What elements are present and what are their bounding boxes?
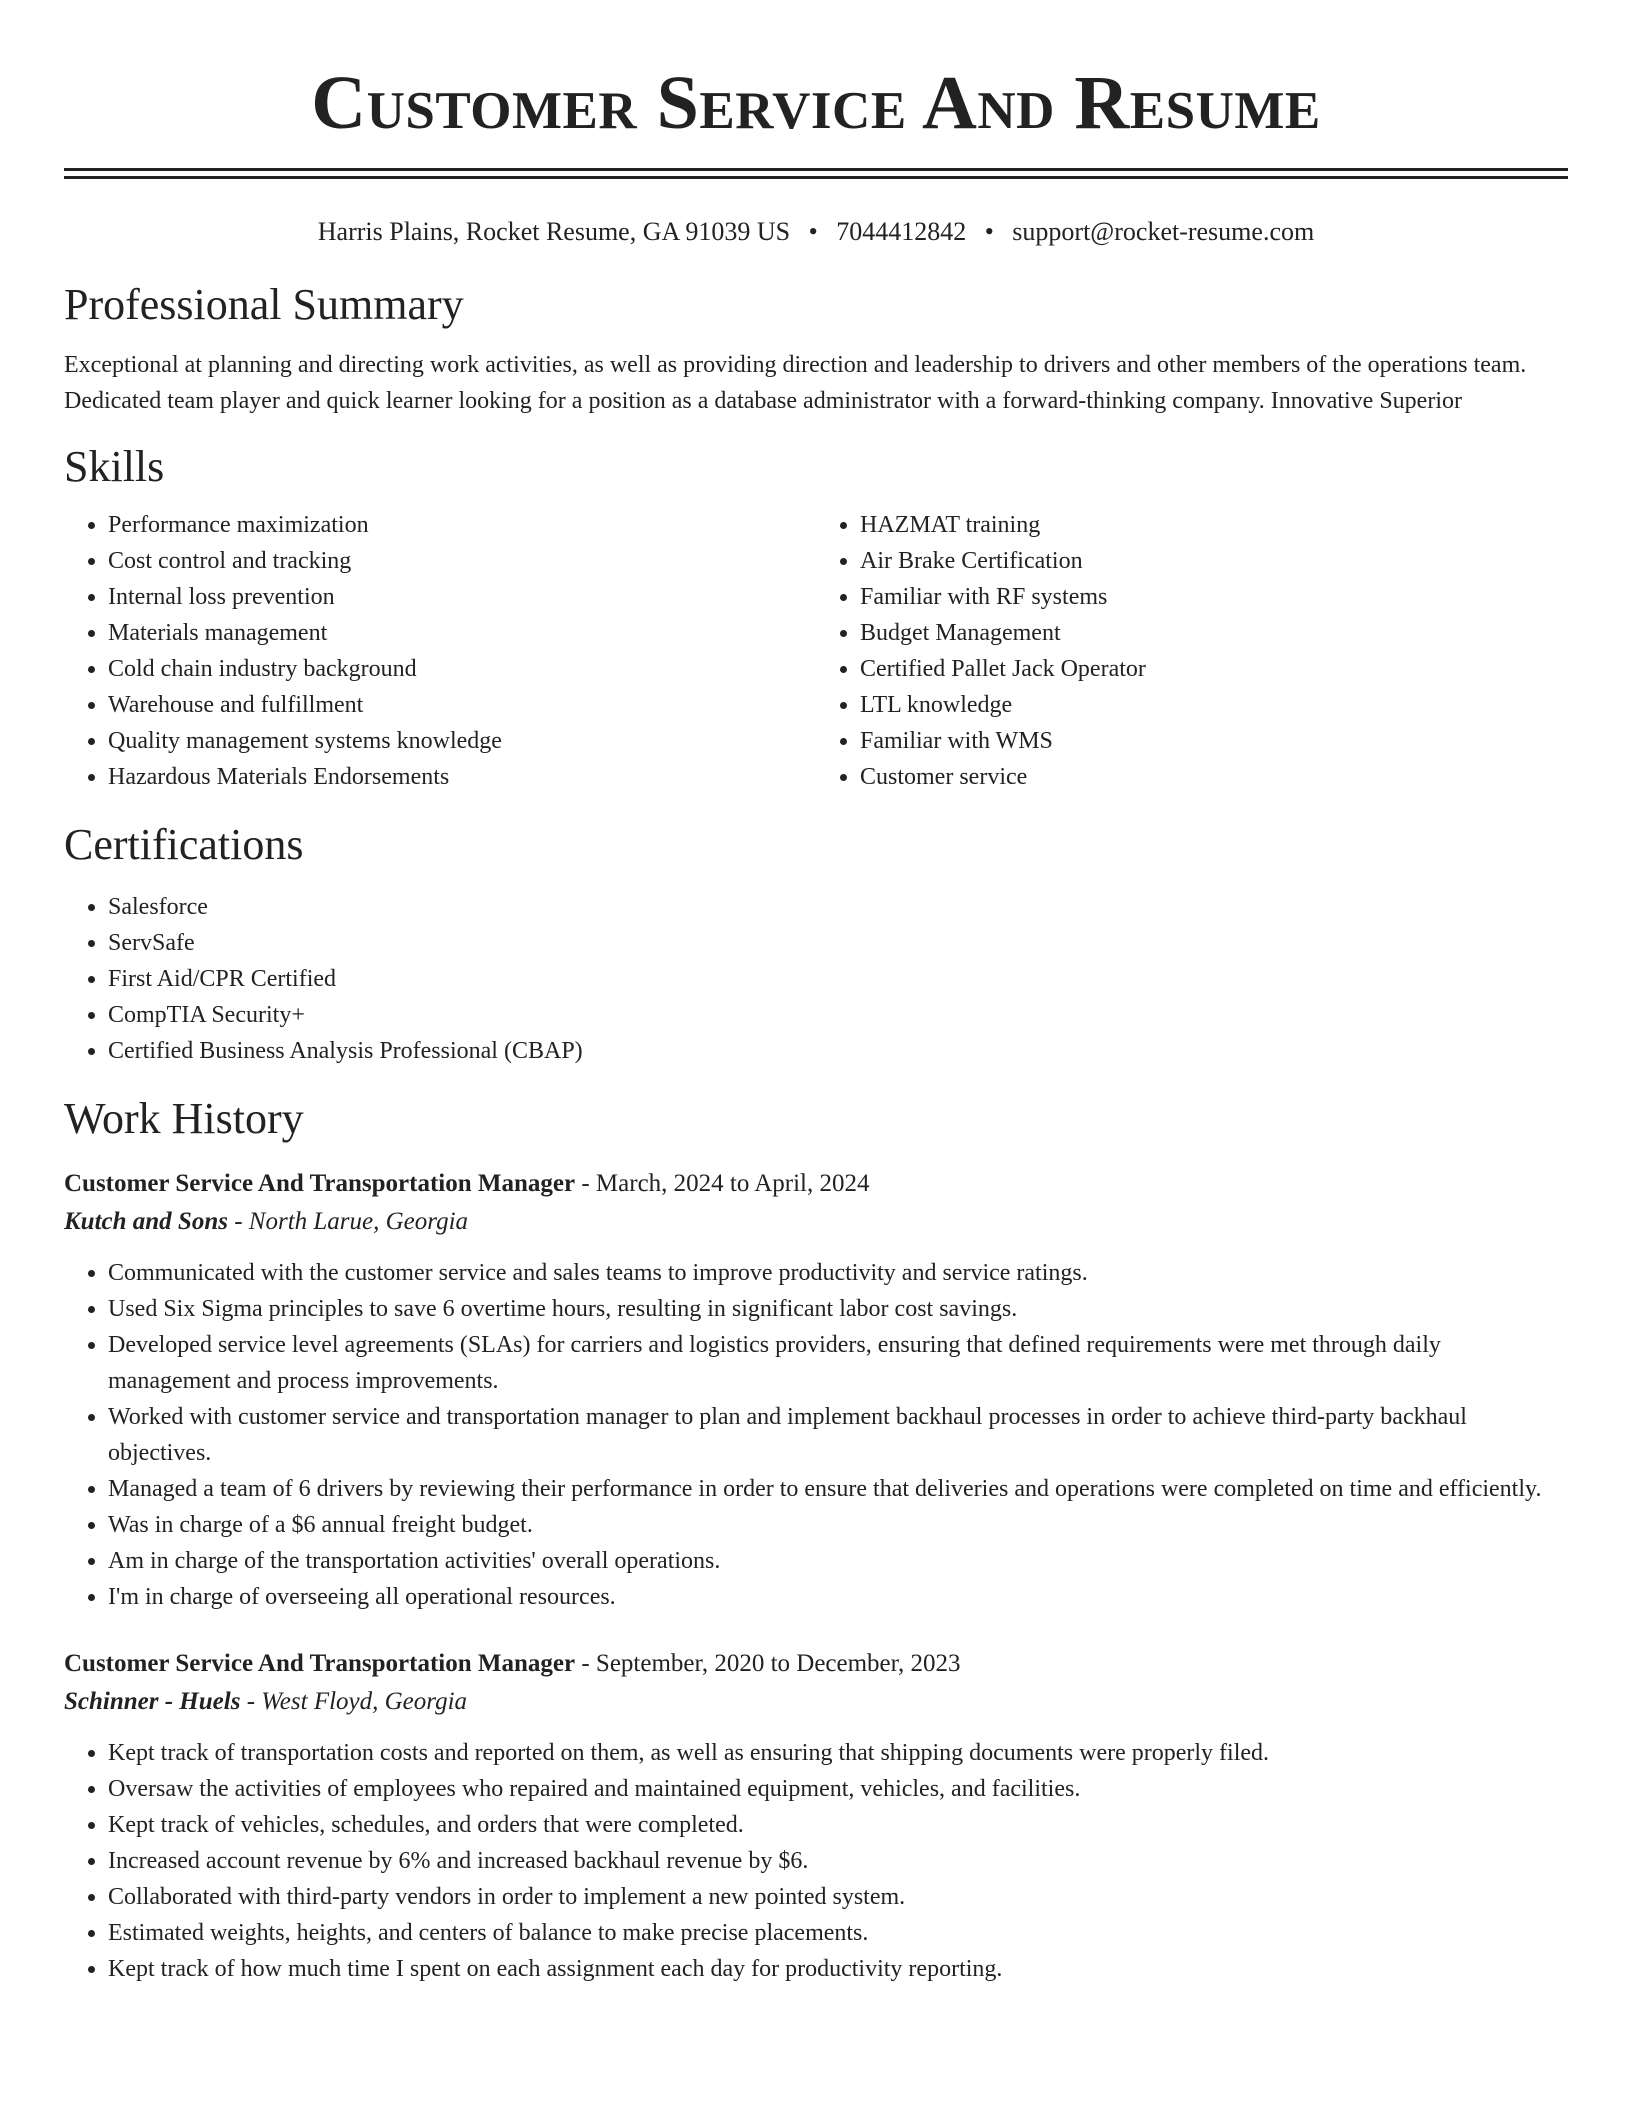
job-company-line	[64, 1683, 1568, 1721]
job-duty-item: • Estimated weights, heights, and centers of balance to make precise placements.	[108, 1915, 1568, 1951]
job-duties-list	[64, 1255, 1568, 1615]
skill-item: • Certified Pallet Jack Operator	[860, 651, 1568, 687]
skill-item: • Hazardous Materials Endorsements	[108, 759, 816, 795]
skill-item: • Quality management systems knowledge	[108, 723, 816, 759]
job-dates: - September, 2020 to December, 2023	[575, 1650, 961, 1677]
work-history-heading: Work History	[64, 1094, 304, 1143]
job-duties-list	[64, 1735, 1568, 1987]
contact-separator: •	[984, 217, 994, 246]
job-duty-item: • I'm in charge of overseeing all operational resources.	[108, 1579, 1568, 1615]
job-title-line	[64, 1165, 1568, 1203]
certifications-list	[64, 889, 1568, 1069]
contact-email: support@rocket-resume.com	[1012, 217, 1315, 246]
resume-name: Customer Service And Resume	[311, 61, 1321, 145]
job-duty-item: • Worked with customer service and transportation manager to plan and implement backhaul processes in order to achieve third-party backhaul objectives.	[108, 1399, 1568, 1471]
skills-list-right	[816, 507, 1568, 795]
job-location: - North Larue, Georgia	[227, 1208, 469, 1235]
skill-item: • Air Brake Certification	[860, 543, 1568, 579]
skill-item: • Materials management	[108, 615, 816, 651]
skill-item: • Internal loss prevention	[108, 579, 816, 615]
job-duty-item: • Developed service level agreements (SLAs) for carriers and logistics providers, ensuring that defined requirements were met through daily management and process improvements.	[108, 1327, 1568, 1399]
skills-list-left	[64, 507, 816, 795]
certification-item: • CompTIA Security+	[108, 997, 1568, 1033]
job-location: - West Floyd, Georgia	[240, 1688, 468, 1715]
job-duty-item: • Kept track of vehicles, schedules, and orders that were completed.	[108, 1807, 1568, 1843]
certification-item: • ServSafe	[108, 925, 1568, 961]
contact-address: Harris Plains, Rocket Resume, GA 91039 US	[317, 217, 791, 246]
job-dates: - March, 2024 to April, 2024	[575, 1170, 870, 1197]
certification-item: • Certified Business Analysis Professional (CBAP)	[108, 1033, 1568, 1069]
job-duty-item: • Kept track of how much time I spent on each assignment each day for productivity reporting.	[108, 1951, 1568, 1987]
skill-item: • Performance maximization	[108, 507, 816, 543]
job-title-line	[64, 1645, 1568, 1683]
contact-line	[64, 215, 1568, 249]
job-duty-item: • Kept track of transportation costs and reported on them, as well as ensuring that shipping documents were properly filed.	[108, 1735, 1568, 1771]
title-divider	[64, 168, 1568, 179]
contact-separator: •	[808, 217, 818, 246]
contact-phone: 7044412842	[836, 217, 967, 246]
job-company: Kutch and Sons	[64, 1208, 228, 1235]
skill-item: • Cold chain industry background	[108, 651, 816, 687]
summary-text: Exceptional at planning and directing work activities, as well as providing direction and leadership to drivers and other members of the operations team. Dedicated team player and quick learner looking for a position as a database administrator with a forward-thinking company. Innovative Superior	[64, 352, 1527, 414]
job-duty-item: • Used Six Sigma principles to save 6 overtime hours, resulting in significant labor cost savings.	[108, 1291, 1568, 1327]
skill-item: • Familiar with RF systems	[860, 579, 1568, 615]
job-company: Schinner - Huels	[64, 1688, 241, 1715]
skill-item: • HAZMAT training	[860, 507, 1568, 543]
skill-item: • Familiar with WMS	[860, 723, 1568, 759]
certification-item: • First Aid/CPR Certified	[108, 961, 1568, 997]
summary-heading: Professional Summary	[64, 280, 464, 329]
skills-heading: Skills	[64, 442, 165, 491]
job-duty-item: • Managed a team of 6 drivers by reviewing their performance in order to ensure that deliveries and operations were completed on time and efficiently.	[108, 1471, 1568, 1507]
skill-item: • Budget Management	[860, 615, 1568, 651]
job-title: Customer Service And Transportation Manager	[64, 1650, 576, 1677]
skill-item: • Warehouse and fulfillment	[108, 687, 816, 723]
job-company-line	[64, 1203, 1568, 1241]
certifications-heading: Certifications	[64, 820, 304, 869]
job-duty-item: • Communicated with the customer service and sales teams to improve productivity and service ratings.	[108, 1255, 1568, 1291]
skill-item: • Cost control and tracking	[108, 543, 816, 579]
skill-item: • Customer service	[860, 759, 1568, 795]
skill-item: • LTL knowledge	[860, 687, 1568, 723]
job-duty-item: • Increased account revenue by 6% and increased backhaul revenue by $6.	[108, 1843, 1568, 1879]
job-duty-item: • Am in charge of the transportation activities' overall operations.	[108, 1543, 1568, 1579]
job-duty-item: • Collaborated with third-party vendors in order to implement a new pointed system.	[108, 1879, 1568, 1915]
job-duty-item: • Was in charge of a $6 annual freight budget.	[108, 1507, 1568, 1543]
job-title: Customer Service And Transportation Manager	[64, 1170, 576, 1197]
job-entry	[64, 1165, 1568, 1615]
skills-columns	[64, 507, 1568, 795]
job-duty-item: • Oversaw the activities of employees who repaired and maintained equipment, vehicles, and facilities.	[108, 1771, 1568, 1807]
job-entry	[64, 1645, 1568, 1987]
certification-item: • Salesforce	[108, 889, 1568, 925]
